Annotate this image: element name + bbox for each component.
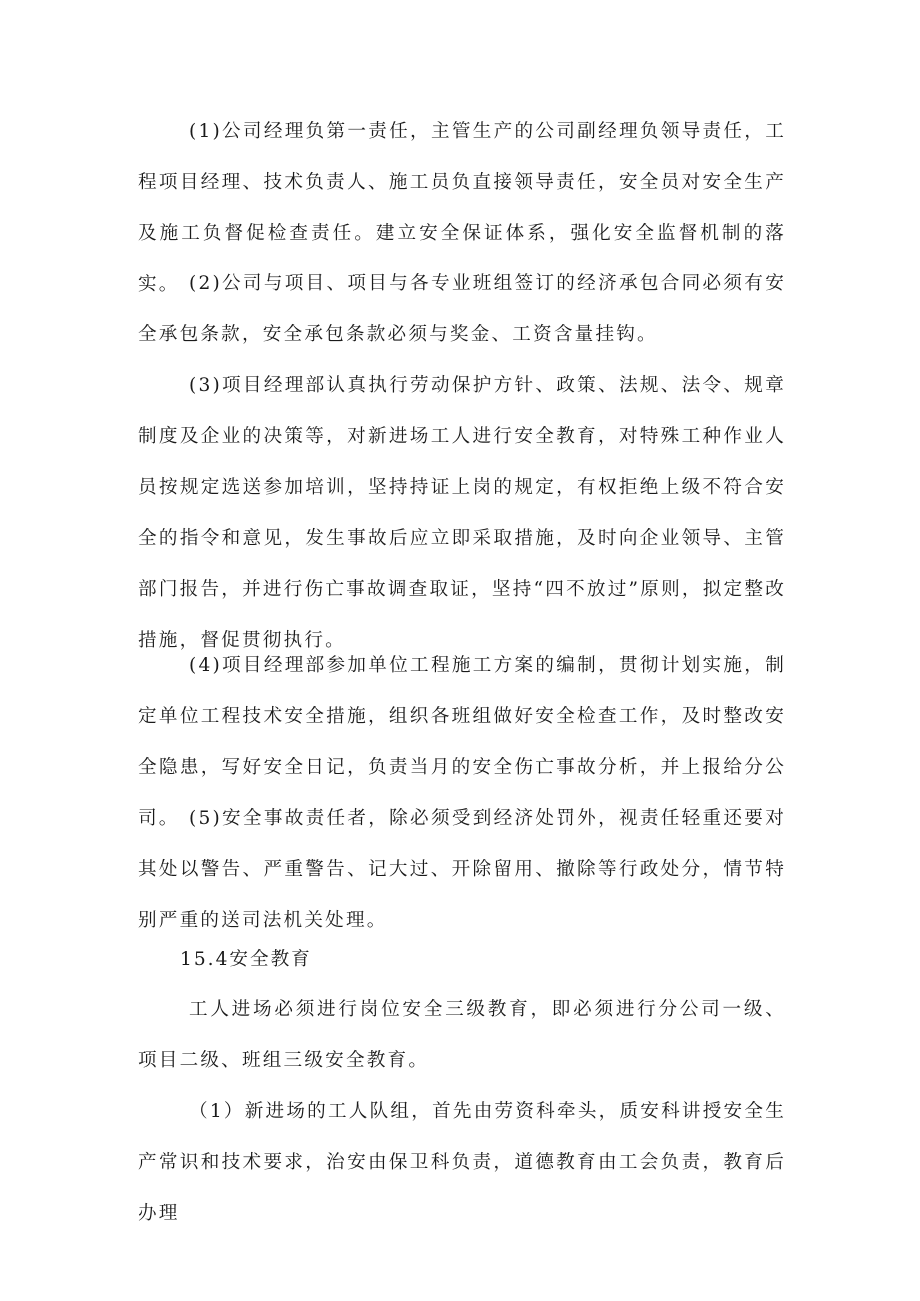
paragraph-education-intro: 工人进场必须进行岗位安全三级教育，即必须进行分公司一级、项目二级、班组三级安全教育。: [138, 999, 786, 1071]
paragraph-education-1: （1）新进场的工人队组，首先由劳资科牵头，质安科讲授安全生产常识和技术要求，治安由保卫科负责，道德教育由工会负责，教育后办理: [138, 1101, 786, 1224]
paragraph-responsibility-4: (4)项目经理部参加单位工程施工方案的编制，贯彻计划实施，制定单位工程技术安全措施，组织各班组做好安全检查工作，及时整改安全隐患，写好安全日记，负责当月的安全伤亡事故分析，并上报给分公司。: [138, 655, 786, 829]
paragraph-responsibility-2: (2)公司与项目、项目与各专业班组签订的经济承包合同必须有安全承包条款，安全承包条款必须与奖金、工资含量挂钩。: [138, 273, 786, 345]
section-heading: 15.4安全教育: [180, 949, 312, 970]
paragraph-responsibility-3: (3)项目经理部认真执行劳动保护方针、政策、法规、法令、规章制度及企业的决策等，对新进场工人进行安全教育，对特殊工种作业人员按规定选送参加培训，坚持持证上岗的规定，有权拒绝上级不符合安全的指令和意见，发生事故后应立即采取措施，及时向企业领导、主管部门报告，并进行伤亡事故调查取证，坚持“四不放过”原则，拟定整改措施，督促贯彻执行。: [138, 375, 786, 651]
paragraph-responsibility-5: (5)安全事故责任者，除必须受到经济处罚外，视责任轻重还要对其处以警告、严重警告、记大过、开除留用、撤除等行政处分，情节特别严重的送司法机关处理。: [138, 808, 786, 931]
paragraph-responsibility-1: (1)公司经理负第一责任，主管生产的公司副经理负领导责任，工程项目经理、技术负责人、施工员负直接领导责任，安全员对安全生产及施工负督促检查责任。建立安全保证体系，强化安全监督机制的落实。: [138, 121, 786, 295]
